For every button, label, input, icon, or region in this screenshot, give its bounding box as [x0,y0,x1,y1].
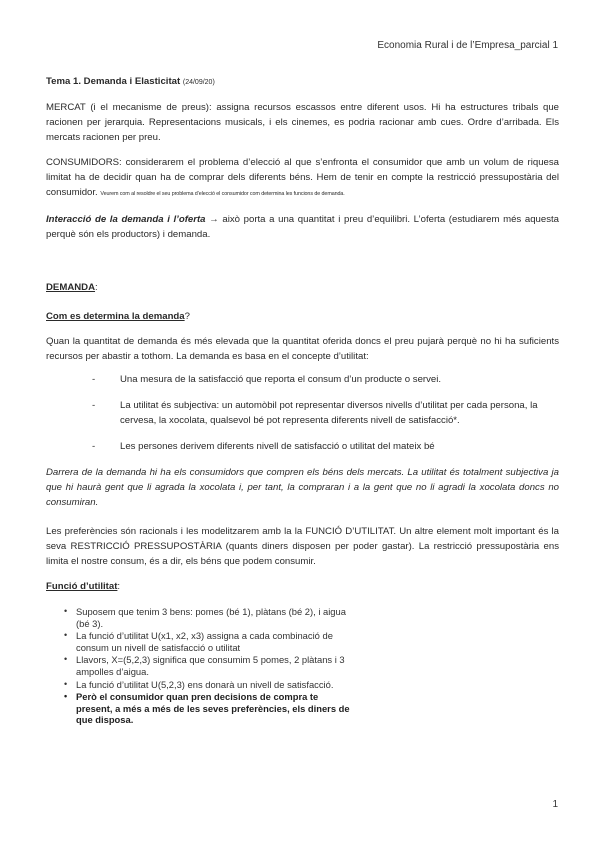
paragraph-italic-note: Darrera de la demanda hi ha els consumidors que compren els béns dels mercats. La utilitat és totalment subjectiva ja que hi haurà gent que li agrada la xocolata i, per tant, la compraran i a la gent que no li agradi la xocolata doncs no consumiran. [46,467,559,508]
arrow-icon: → [209,214,219,225]
bullet-text: La funció d’utilitat U(x1, x2, x3) assigna a cada combinació de consum un nivell de satisfacció o utilitat [76,630,333,653]
bullet-icon: • [64,654,68,665]
paragraph-consumidors [46,155,559,202]
dash-marker: - [92,400,96,411]
bullet-text: Però el consumidor quan pren decisions de compra te present, a més a més de les seves preferències, els diners de que disposa. [76,691,350,726]
running-header: Economia Rural i de l’Empresa_parcial 1 [377,40,558,51]
bullet-text: Llavors, X=(5,2,3) significa que consumim 5 pomes, 2 plàtans i 3 ampolles d’aigua. [76,654,345,677]
list-item-text: Les persones derivem diferents nivell de satisfacció o utilitat del mateix bé [120,441,435,452]
dash-marker: - [92,441,96,452]
determina-question: ? [184,311,190,322]
paragraph-demanda-intro: Quan la quantitat de demanda és més elevada que la quantitat oferida doncs el preu pujarà perquè no hi ha suficients recursos per abastir a tothom. La demanda es basa en el concepte d’utilitat: [46,336,559,362]
determina-text: Com es determina la demanda [46,311,185,322]
heading-demanda [46,280,559,295]
list-item [92,439,559,454]
bullet-text: La funció d’utilitat U(5,2,3) ens donarà un nivell de satisfacció. [76,678,334,690]
demanda-heading-colon: : [95,282,98,293]
bullet-icon: • [64,678,68,689]
paragraph-mercat: MERCAT (i el mecanisme de preus): assigna recursos escassos entre diferent usos. Hi ha estructures tribals que racionen per jerarquia. Representacions musicals, i els cinemes, es podria racionar amb cues. Ordre d’arribada. Els mercats racionen per preu. [46,102,559,143]
list-item [92,372,559,387]
interaccio-label: Interacció de la demanda i l’oferta [46,214,206,225]
consumidors-note: Veurem com al resoldre el seu problema d’elecció el consumidor com determina les funcions de demanda. [100,191,345,197]
dash-marker: - [92,374,96,385]
list-item [64,654,354,677]
list-item [64,679,354,691]
paragraph-interaccio [46,212,559,242]
bullet-icon: • [64,630,68,641]
list-item-text: Una mesura de la satisfacció que reporta el consum d’un producte o servei. [120,374,442,385]
funcio-slide-bullets [46,606,354,726]
utilitat-list [46,372,559,454]
list-item [64,691,354,726]
subheading-determina [46,309,559,324]
list-item [64,606,354,629]
list-item [92,398,559,428]
tema-title: Tema 1. Demanda i Elasticitat [46,76,181,87]
heading-funcio [46,579,559,594]
section-title [46,74,559,90]
page-content [46,74,559,727]
list-item [64,630,354,653]
bullet-icon: • [64,691,68,702]
interaccio-text: això porta a una quantitat i preu d’equilibri. L’oferta (estudiarem més aquesta perquè són els productors) i demanda. [46,214,559,240]
page-number: 1 [552,799,558,810]
funcio-heading-colon: : [117,581,121,592]
consumidors-text: CONSUMIDORS: considerarem el problema d’elecció al que s’enfronta el consumidor que amb un volum de riquesa limitat ha de decidir quan ha de comprar dels diferents béns. Hem de tenir en compte la restricció pressupostària del consumidor. [46,157,559,198]
list-item-text: La utilitat és subjectiva: un automòbil pot representar diversos nivells d’utilitat per cada persona, la cervesa, la xocolata, qualsevol bé pot representa diferents nivell de satisfacció*. [120,400,538,426]
bullet-text: Suposem que tenim 3 bens: pomes (bé 1), plàtans (bé 2), i aigua (bé 3). [76,606,346,629]
funcio-heading-text: Funció d’utilitat [46,581,118,592]
bullet-icon: • [64,606,68,616]
tema-date: (24/09/20) [182,79,215,86]
demanda-heading-text: DEMANDA [46,282,96,293]
paragraph-preferencies: Les preferències són racionals i les modelitzarem amb la la FUNCIÓ D’UTILITAT. Un altre element molt important és la seva RESTRICCIÓ PRESSUPOSTÀRIA (quants diners disposen per poder gastar). La restricció pressupostària ens limita el nostre consum, és a dir, els béns que podem consumir. [46,526,559,567]
